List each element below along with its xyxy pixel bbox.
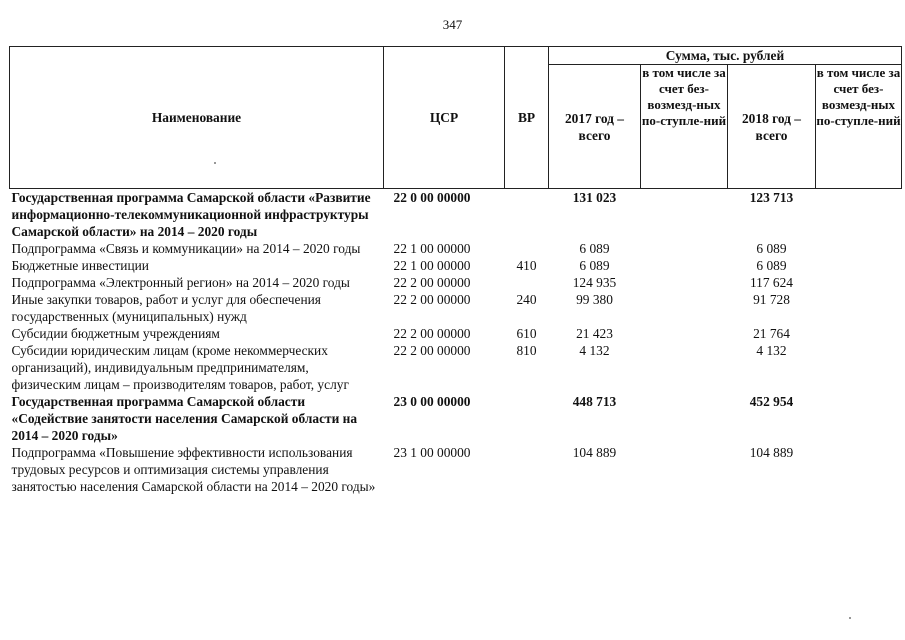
table-row <box>10 444 902 495</box>
row-name: Субсидии юридическим лицам (кроме некоммерческих организаций), индивидуальным предпринимателям, физическим лицам – производителям товаров, работ, услуг <box>11 343 349 392</box>
row-csr: 22 1 00 00000 <box>393 258 471 273</box>
row-2017-free <box>641 189 728 241</box>
row-2017-free <box>641 274 728 291</box>
row-vr <box>505 189 549 241</box>
page-number: 347 <box>442 17 463 32</box>
header-sum-group: Сумма, тыс. рублей <box>549 47 902 65</box>
row-name: Субсидии бюджетным учреждениям <box>11 326 220 341</box>
row-vr: 410 <box>516 258 537 273</box>
table-row <box>10 274 902 291</box>
row-2017-total: 131 023 <box>572 190 617 205</box>
row-name: Иные закупки товаров, работ и услуг для обеспечения государственных (муниципальных) нужд <box>11 292 321 324</box>
row-csr: 22 2 00 00000 <box>393 292 471 307</box>
row-vr: 810 <box>516 343 537 358</box>
row-2017-total: 104 889 <box>572 445 617 460</box>
table-row <box>10 189 902 241</box>
row-name: Государственная программа Самарской области «Развитие информационно-телекоммуникационной инфраструктуры Самарской области» на 2014 – 2020 годы <box>11 190 371 239</box>
row-2017-free <box>641 257 728 274</box>
scan-speck <box>849 617 851 619</box>
row-2017-free <box>641 393 728 444</box>
row-2017-total: 99 380 <box>576 292 613 307</box>
row-2018-free <box>816 240 902 257</box>
row-vr <box>505 274 549 291</box>
header-vr: ВР <box>505 47 549 189</box>
budget-table <box>9 46 902 495</box>
row-2017-free <box>641 342 728 393</box>
row-2018-free <box>816 393 902 444</box>
row-2017-total: 6 089 <box>579 241 610 256</box>
row-name: Государственная программа Самарской области «Содействие занятости населения Самарской области на 2014 – 2020 годы» <box>11 394 358 443</box>
row-2018-free <box>816 325 902 342</box>
row-2018-free <box>816 444 902 495</box>
row-vr <box>505 240 549 257</box>
row-2018-free <box>816 342 902 393</box>
row-2018-total: 104 889 <box>749 445 794 460</box>
row-csr: 22 2 00 00000 <box>393 275 471 290</box>
table-row <box>10 291 902 325</box>
scan-speck <box>214 162 216 164</box>
row-name: Подпрограмма «Электронный регион» на 2014 – 2020 годы <box>11 275 350 290</box>
table-row <box>10 393 902 444</box>
row-vr <box>505 393 549 444</box>
row-2018-total: 91 728 <box>753 292 790 307</box>
row-2018-total: 4 132 <box>756 343 787 358</box>
row-vr: 240 <box>516 292 537 307</box>
row-csr: 23 0 00 00000 <box>393 394 471 409</box>
row-name: Подпрограмма «Связь и коммуникации» на 2014 – 2020 годы <box>11 241 361 256</box>
table-row <box>10 325 902 342</box>
header-2017-free: в том числе за счет без-возмезд-ных по-ступле-ний <box>641 65 728 189</box>
row-2017-total: 21 423 <box>576 326 613 341</box>
header-2018-free: в том числе за счет без-возмезд-ных по-ступле-ний <box>816 65 902 189</box>
table-row <box>10 240 902 257</box>
row-2018-free <box>816 257 902 274</box>
row-2017-total: 124 935 <box>572 275 617 290</box>
row-2018-total: 123 713 <box>749 190 794 205</box>
row-2018-free <box>816 274 902 291</box>
row-vr <box>505 444 549 495</box>
row-vr: 610 <box>516 326 537 341</box>
table-body <box>10 189 902 496</box>
table-header <box>10 47 902 189</box>
row-csr: 22 0 00 00000 <box>393 190 471 205</box>
header-csr: ЦСР <box>384 47 505 189</box>
header-2018-total: 2018 год – всего <box>728 65 816 189</box>
row-csr: 22 2 00 00000 <box>393 343 471 358</box>
row-2017-total: 448 713 <box>572 394 617 409</box>
row-csr: 23 1 00 00000 <box>393 445 471 460</box>
row-2017-free <box>641 325 728 342</box>
table-row <box>10 257 902 274</box>
row-2018-total: 117 624 <box>749 275 794 290</box>
row-csr: 22 1 00 00000 <box>393 241 471 256</box>
row-2018-free <box>816 189 902 241</box>
row-2018-free <box>816 291 902 325</box>
row-csr: 22 2 00 00000 <box>393 326 471 341</box>
header-2017-total: 2017 год – всего <box>549 65 641 189</box>
row-name: Подпрограмма «Повышение эффективности использования трудовых ресурсов и оптимизация системы управления занятостью населения Самарской области на 2014 – 2020 годы» <box>11 445 376 494</box>
header-name: Наименование <box>10 47 384 189</box>
row-2017-free <box>641 240 728 257</box>
row-name: Бюджетные инвестиции <box>11 258 149 273</box>
table-row <box>10 342 902 393</box>
row-2018-total: 6 089 <box>756 241 787 256</box>
row-2017-free <box>641 291 728 325</box>
row-2017-total: 4 132 <box>579 343 610 358</box>
row-2018-total: 21 764 <box>753 326 790 341</box>
row-2017-free <box>641 444 728 495</box>
row-2018-total: 452 954 <box>749 394 794 409</box>
row-2018-total: 6 089 <box>756 258 787 273</box>
row-2017-total: 6 089 <box>579 258 610 273</box>
